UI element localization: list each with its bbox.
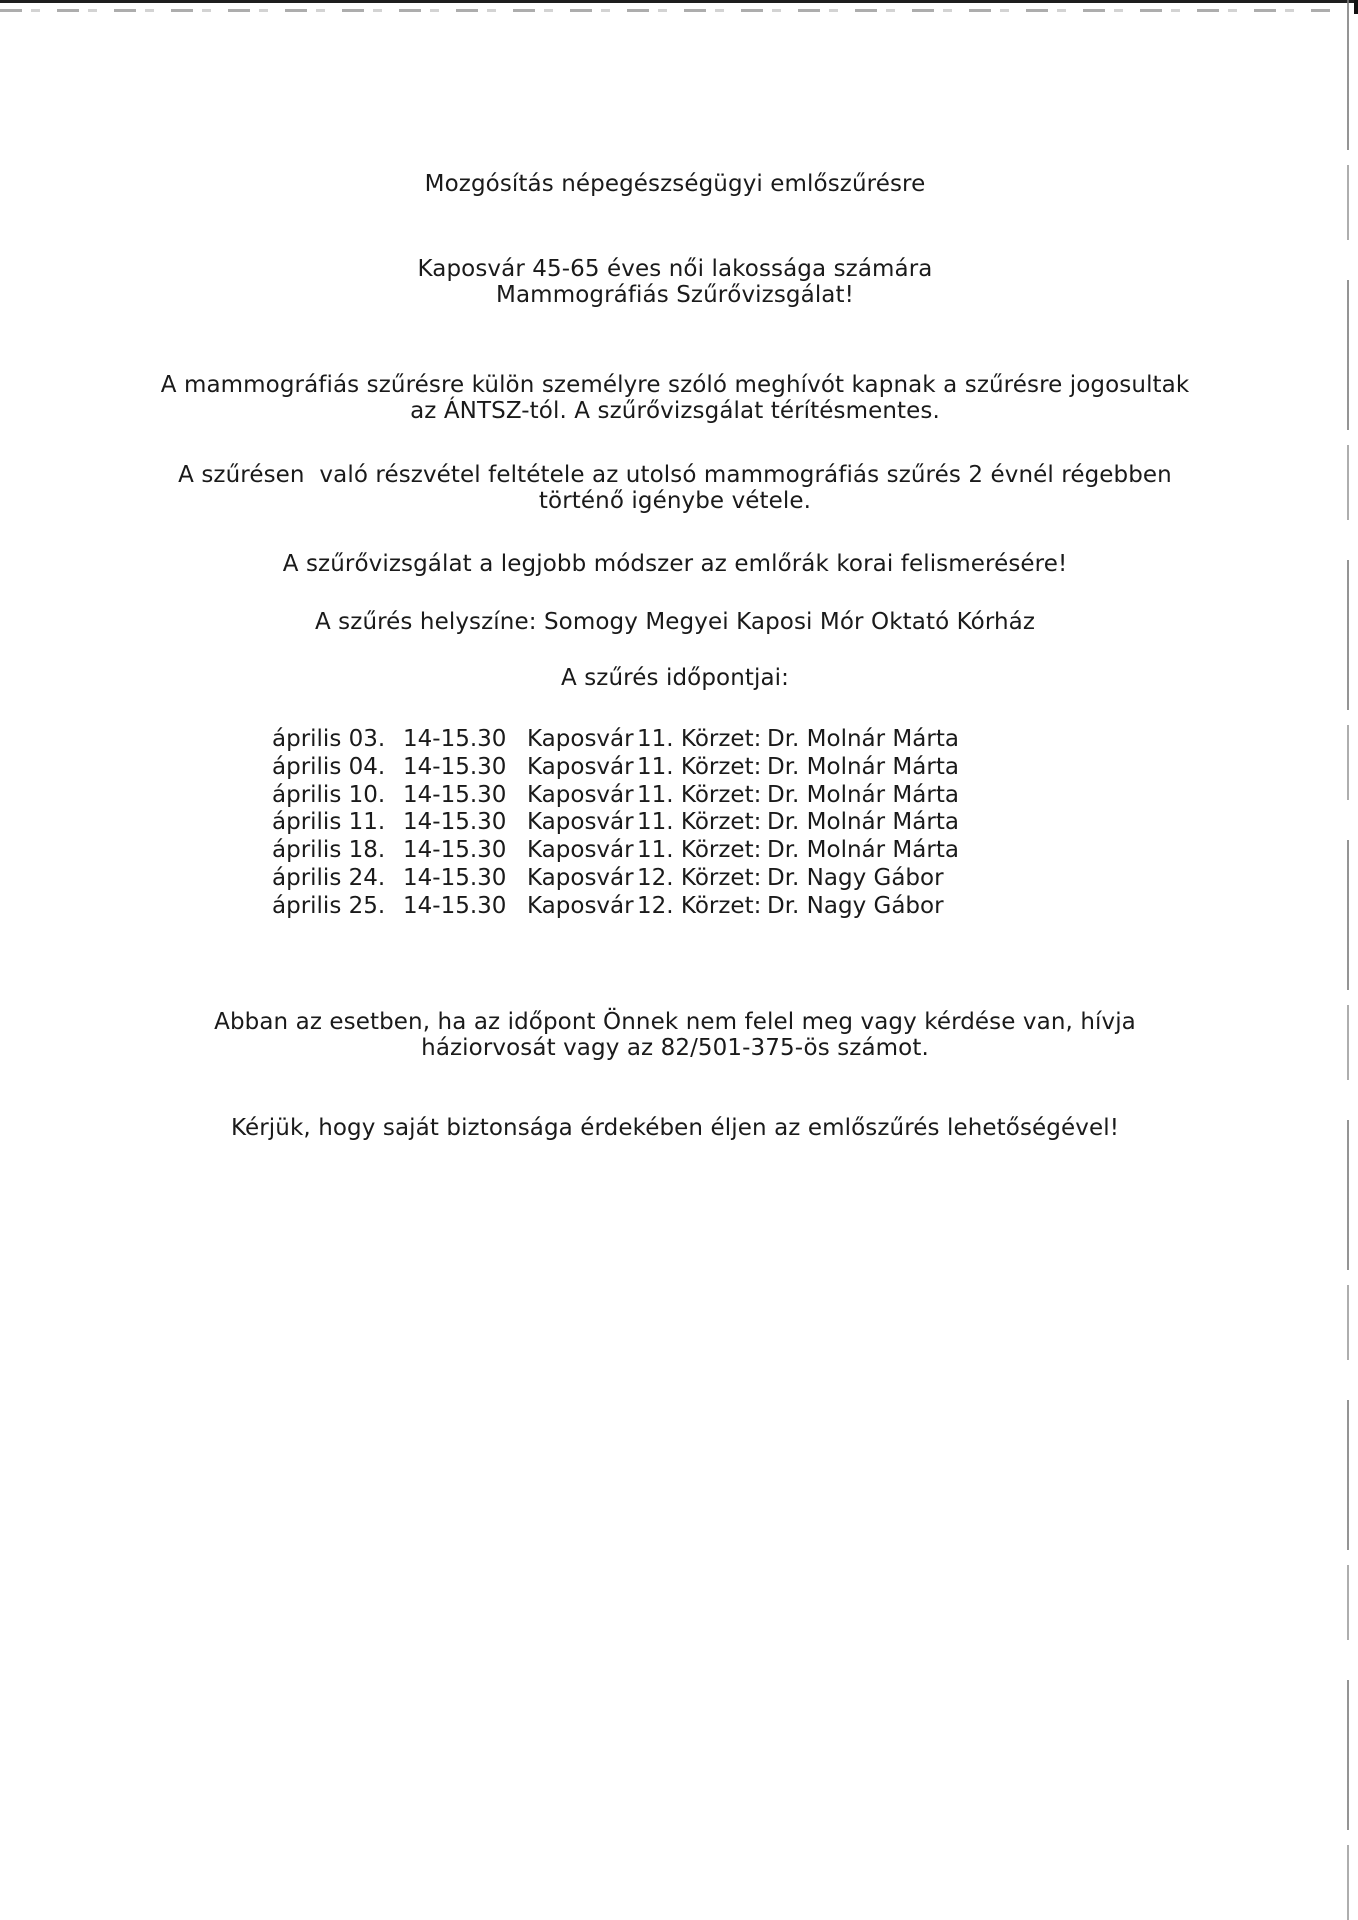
schedule-district: 11. Körzet: [637, 753, 762, 780]
benefit-paragraph: A szűrővizsgálat a legjobb módszer az emlőrák korai felismerésére! [282, 551, 1068, 577]
schedule-district: 12. Körzet: [637, 864, 762, 891]
paragraph-line: A szűrésen való részvétel feltétele az utolsó mammográfiás szűrés 2 évnél régebben [178, 462, 1172, 488]
schedule-time: 14-15.30 [403, 892, 507, 919]
table-row [272, 837, 959, 865]
schedule-doctor: Dr. Molnár Márta [767, 726, 959, 752]
schedule-district: 11. Körzet: [637, 809, 762, 836]
schedule-doctor: Dr. Molnár Márta [767, 809, 959, 836]
schedule-time: 14-15.30 [403, 753, 507, 780]
paragraph-line: történő igénybe vétele. [538, 488, 812, 514]
schedule-heading: A szűrés időpontjai: [560, 665, 790, 691]
location-paragraph: A szűrés helyszíne: Somogy Megyei Kaposi Mór Oktató Kórház [314, 609, 1036, 635]
schedule-city: Kaposvár [527, 781, 634, 808]
table-row [272, 726, 959, 754]
scan-corner-mark [1354, 0, 1358, 14]
schedule-date: április 24. [272, 864, 386, 891]
table-row [272, 754, 959, 782]
subtitle-line: Kaposvár 45-65 éves női lakossága számára [417, 256, 933, 282]
invitation-paragraph [140, 372, 1210, 424]
schedule-district: 11. Körzet: [637, 781, 762, 808]
schedule-time: 14-15.30 [403, 781, 507, 808]
schedule-city: Kaposvár [527, 753, 634, 780]
schedule-city: Kaposvár [527, 726, 634, 752]
closing-paragraph: Kérjük, hogy saját biztonsága érdekében éljen az emlőszűrés lehetőségével! [230, 1115, 1120, 1141]
subtitle-line: Mammográfiás Szűrővizsgálat! [496, 282, 854, 308]
schedule-doctor: Dr. Nagy Gábor [767, 864, 944, 891]
schedule-city: Kaposvár [527, 892, 634, 919]
schedule-date: április 25. [272, 892, 386, 919]
schedule-district: 12. Körzet: [637, 892, 762, 919]
table-row [272, 865, 959, 893]
document-subtitle [140, 256, 1210, 308]
document-title: Mozgósítás népegészségügyi emlőszűrésre [424, 171, 926, 197]
contact-paragraph [140, 1009, 1210, 1061]
schedule-district: 11. Körzet: [637, 726, 762, 752]
paragraph-line: háziorvosát vagy az 82/501-375-ös számot. [421, 1035, 929, 1061]
paragraph-line: az ÁNTSZ-tól. A szűrővizsgálat térítésmentes. [410, 398, 940, 424]
scan-right-border [1347, 0, 1349, 1920]
schedule-district: 11. Körzet: [637, 837, 762, 864]
schedule-doctor: Dr. Nagy Gábor [767, 892, 944, 919]
schedule-date: április 03. [272, 726, 386, 752]
schedule-doctor: Dr. Molnár Márta [767, 837, 959, 864]
schedule-date: április 10. [272, 781, 386, 808]
paragraph-line: A mammográfiás szűrésre külön személyre szóló meghívót kapnak a szűrésre jogosultak [160, 372, 1190, 398]
schedule-doctor: Dr. Molnár Márta [767, 781, 959, 808]
schedule-table [272, 726, 959, 921]
schedule-date: április 18. [272, 837, 386, 864]
schedule-city: Kaposvár [527, 864, 634, 891]
schedule-doctor: Dr. Molnár Márta [767, 753, 959, 780]
schedule-date: április 11. [272, 809, 386, 836]
schedule-city: Kaposvár [527, 809, 634, 836]
schedule-time: 14-15.30 [403, 809, 507, 836]
schedule-time: 14-15.30 [403, 726, 507, 752]
schedule-time: 14-15.30 [403, 864, 507, 891]
schedule-date: április 04. [272, 753, 386, 780]
table-row [272, 893, 959, 921]
paragraph-line: Abban az esetben, ha az időpont Önnek nem felel meg vagy kérdése van, hívja [214, 1009, 1136, 1035]
schedule-city: Kaposvár [527, 837, 634, 864]
eligibility-paragraph [140, 462, 1210, 514]
schedule-time: 14-15.30 [403, 837, 507, 864]
scan-noise-strip [0, 9, 1330, 12]
table-row [272, 782, 959, 810]
table-row [272, 809, 959, 837]
